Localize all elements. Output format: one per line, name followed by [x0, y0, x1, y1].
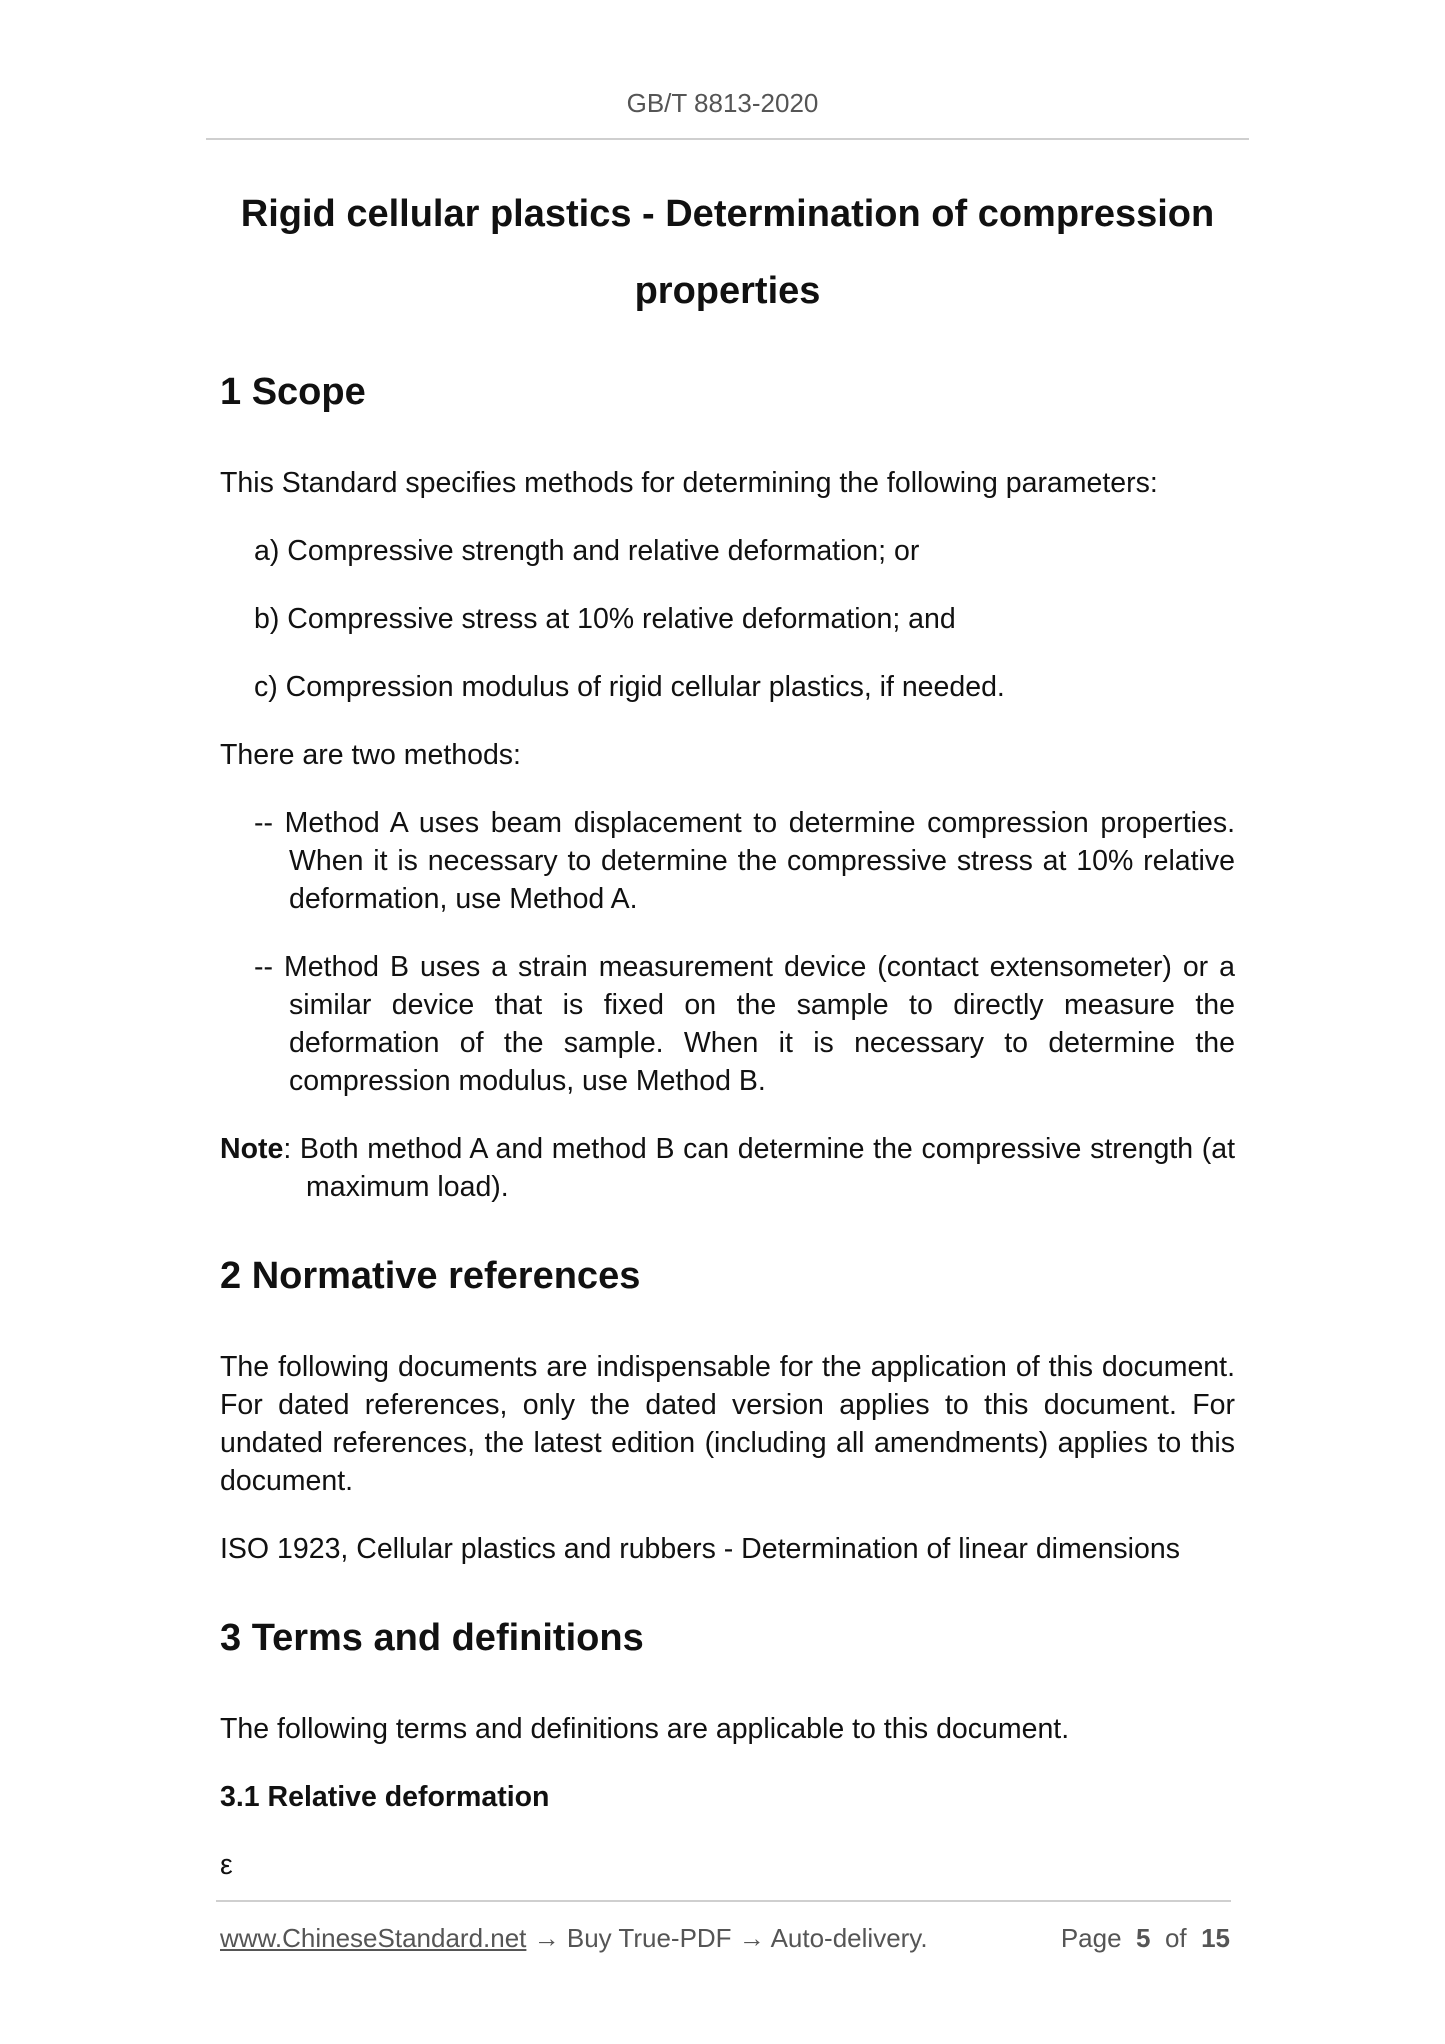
page-current: 5: [1136, 1923, 1151, 1953]
page-label: Page: [1060, 1923, 1122, 1953]
scope-item-c: c) Compression modulus of rigid cellular plastics, if needed.: [254, 671, 1005, 703]
reference-iso-1923: ISO 1923, Cellular plastics and rubbers - Determination of linear dimensions: [220, 1533, 1180, 1565]
page-of: of: [1164, 1923, 1187, 1953]
website-link[interactable]: www.ChineseStandard.net: [220, 1923, 527, 1953]
header-divider: [206, 138, 1249, 140]
page-total: 15: [1201, 1923, 1230, 1953]
scope-intro: This Standard specifies methods for determining the following parameters:: [220, 467, 1158, 499]
methods-intro: There are two methods:: [220, 739, 521, 771]
document-title: [206, 176, 1249, 330]
scope-item-b: b) Compressive stress at 10% relative deformation; and: [254, 603, 956, 635]
footer-divider: [216, 1900, 1231, 1902]
title-line-1: Rigid cellular plastics - Determination of compression: [240, 193, 1215, 235]
normative-references-paragraph: The following documents are indispensable for the application of this document. For dated references, only the dated version applies to this document. For undated references, the latest edition (including all amendments) applies to this document.: [220, 1351, 1235, 1497]
scope-item-a: a) Compressive strength and relative deformation; or: [254, 535, 920, 567]
method-b-description: -- Method B uses a strain measurement device (contact extensometer) or a similar device that is fixed on the sample to directly measure the deformation of the sample. When it is necessary to determine the compression modulus, use Method B.: [254, 951, 1235, 1097]
method-a-description: -- Method A uses beam displacement to determine compression properties. When it is necessary to determine the compressive stress at 10% relative deformation, use Method A.: [254, 807, 1235, 915]
section-2-heading: 2 Normative references: [220, 1255, 641, 1297]
subsection-3-1-heading: 3.1 Relative deformation: [220, 1781, 550, 1813]
document-code-header: GB/T 8813-2020: [626, 88, 819, 118]
title-line-2: properties: [634, 270, 821, 312]
relative-deformation-symbol: ε: [220, 1849, 233, 1881]
footer-tagline: → Buy True-PDF → Auto-delivery.: [526, 1923, 928, 1953]
footer-left: [220, 1920, 928, 1956]
section-1-heading: 1 Scope: [220, 371, 366, 413]
scope-note: [220, 1130, 1235, 1206]
terms-intro: The following terms and definitions are applicable to this document.: [220, 1713, 1070, 1745]
note-label: Note: [220, 1133, 284, 1165]
page-indicator: [1061, 1920, 1230, 1956]
document-body: [220, 362, 1235, 1884]
note-text: : Both method A and method B can determine the compressive strength (at maximum load).: [283, 1133, 1235, 1203]
section-3-heading: 3 Terms and definitions: [220, 1617, 644, 1659]
